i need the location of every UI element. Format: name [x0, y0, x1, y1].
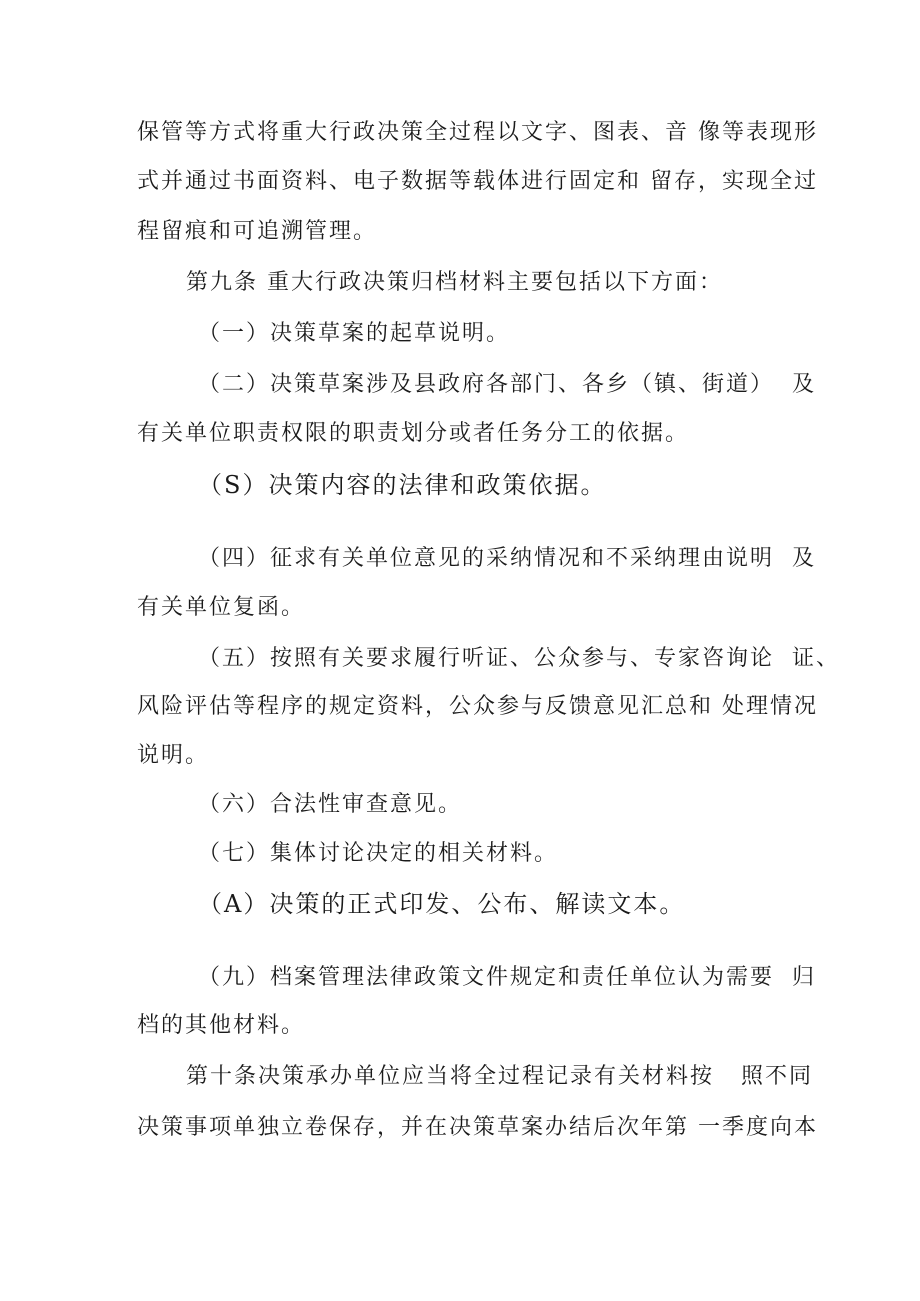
article-heading: 第十条决策承办单位应当将全过程记录有关材料按 照不同	[186, 1064, 813, 1089]
text-line: 有关单位职责权限的职责划分或者任务分工的依据。	[137, 421, 690, 446]
text-line: 说明。	[137, 743, 210, 768]
text-line: 风险评估等程序的规定资料，公众参与反馈意见汇总和 处理情况	[137, 694, 818, 719]
text-line: 档的其他材料。	[137, 1013, 306, 1038]
list-item: （六）合法性审查意见。	[198, 792, 463, 817]
list-item: （四）征求有关单位意见的采纳情况和不采纳理由说明 及	[198, 546, 816, 571]
text-line: 保管等方式将重大行政决策全过程以文字、图表、音 像等表现形	[137, 120, 818, 145]
list-item: （五）按照有关要求履行听证、公众参与、专家咨询论 证、	[198, 646, 840, 671]
text-line: 程留痕和可追溯管理。	[137, 219, 378, 244]
text-line: 有关单位复函。	[137, 595, 306, 620]
list-item: （A）决策的正式印发、公布、解读文本。	[198, 890, 686, 918]
list-item: （九）档案管理法律政策文件规定和责任单位认为需要 归	[198, 965, 816, 990]
list-item: （S）决策内容的法律和政策依据。	[198, 471, 607, 499]
list-item: （一）决策草案的起草说明。	[198, 321, 511, 346]
list-item: （二）决策草案涉及县政府各部门、各乡（镇、街道） 及	[198, 372, 816, 397]
text-line: 式并通过书面资料、电子数据等载体进行固定和 留存，实现全过	[137, 169, 818, 194]
list-item: （七）集体讨论决定的相关材料。	[198, 841, 559, 866]
text-line: 决策事项单独立卷保存，并在决策草案办结后次年第 一季度向本	[137, 1115, 818, 1140]
article-heading: 第九条 重大行政决策归档材料主要包括以下方面：	[186, 270, 723, 295]
